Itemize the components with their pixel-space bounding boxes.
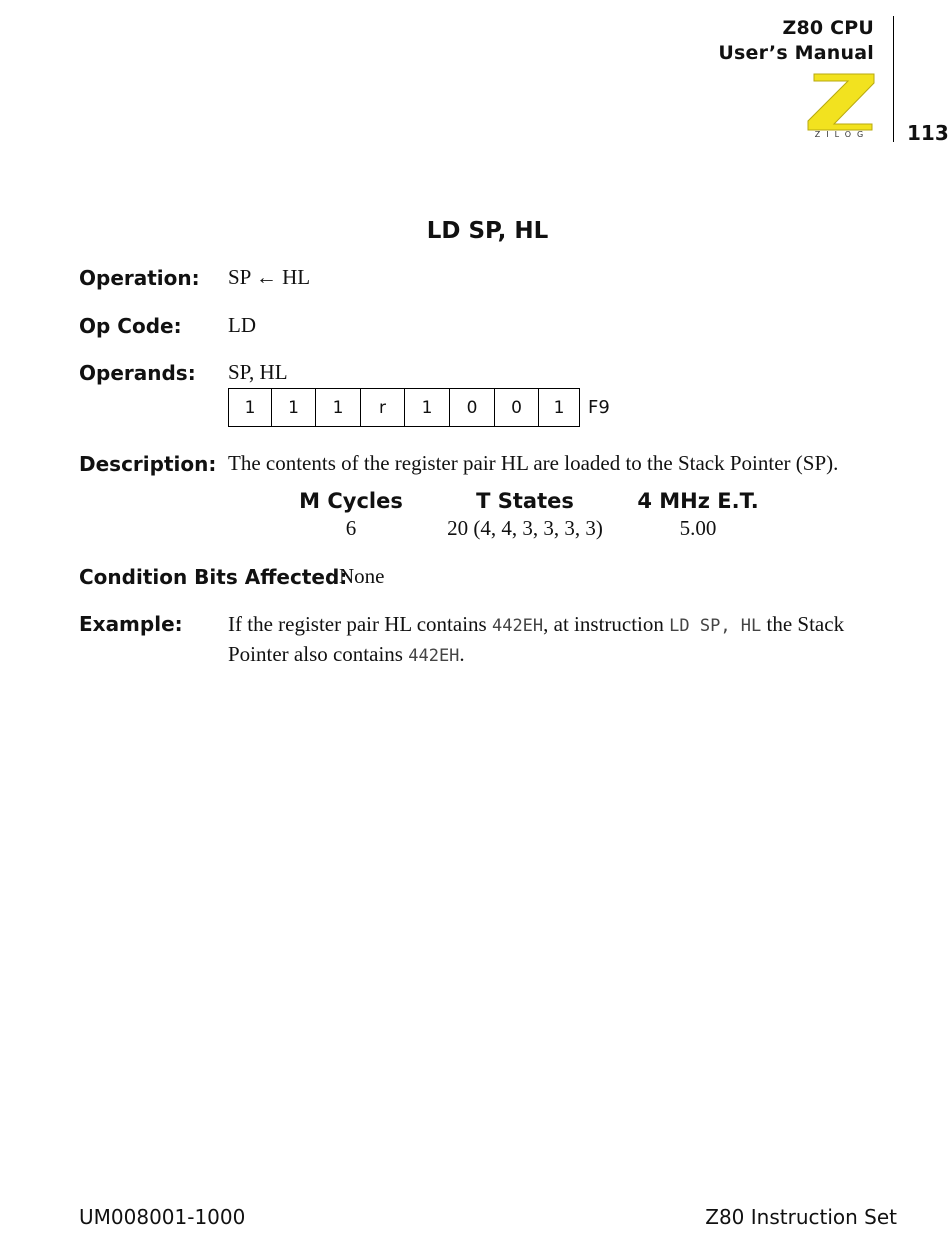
operands-label: Operands: — [79, 361, 196, 385]
opcode-bit-3: 1 — [405, 389, 450, 427]
cycles-value-t: 20 (4, 4, 3, 3, 3, 3) — [447, 516, 603, 540]
example-text-part1: If the register pair HL contains — [228, 612, 492, 636]
opcode-value: LD — [228, 313, 256, 337]
example-code-instruction: LD SP, HL — [669, 616, 762, 636]
example-text-part4: . — [459, 642, 465, 666]
opcode-bit-6: 1 — [272, 389, 316, 427]
example-code-value1: 442EH — [491, 616, 544, 636]
footer-section-title: Z80 Instruction Set — [705, 1205, 897, 1229]
example-code-value2: 442EH — [408, 646, 460, 666]
opcode-bit-7: 1 — [229, 389, 272, 427]
opcode-bit-0: 1 — [539, 389, 580, 427]
description-label: Description: — [79, 452, 217, 476]
opcode-bit-1: 0 — [495, 389, 539, 427]
opcode-bit-4: r — [361, 389, 405, 427]
page-number: 113 — [907, 121, 949, 145]
condition-value: None — [339, 564, 385, 588]
instruction-heading: LD SP, HL — [426, 218, 549, 244]
opcode-bit-5: 1 — [316, 389, 361, 427]
example-text-part3: the Stack Pointer also contains — [228, 612, 845, 666]
example-label: Example: — [79, 612, 183, 636]
cycles-header-m: M Cycles — [299, 489, 403, 513]
operation-label: Operation: — [79, 266, 200, 290]
opcode-bit-row — [229, 389, 580, 427]
cycles-header-t: T States — [476, 489, 574, 513]
header-title-line1: Z80 CPU — [782, 17, 874, 39]
zilog-logo-text: ZILOG — [814, 130, 870, 139]
example-text — [228, 610, 898, 670]
opcode-hex: F9 — [588, 397, 610, 418]
cycles-value-m: 6 — [345, 516, 357, 540]
example-text-part2: , at instruction — [543, 612, 670, 636]
condition-label: Condition Bits Affected: — [79, 565, 348, 589]
cycles-value-et: 5.00 — [679, 516, 717, 540]
zilog-logo — [806, 72, 878, 142]
operands-value: SP, HL — [228, 360, 288, 384]
cycles-header-et: 4 MHz E.T. — [637, 489, 759, 513]
footer-document-id: UM008001-1000 — [79, 1205, 246, 1229]
opcode-bit-table — [228, 388, 580, 427]
opcode-bit-2: 0 — [450, 389, 495, 427]
header-divider — [893, 16, 894, 142]
header-title-line2: User’s Manual — [718, 42, 874, 64]
opcode-label: Op Code: — [79, 314, 182, 338]
description-text: The contents of the register pair HL are loaded to the Stack Pointer (SP). — [228, 451, 839, 475]
operation-value: SP ← HL — [228, 265, 311, 289]
